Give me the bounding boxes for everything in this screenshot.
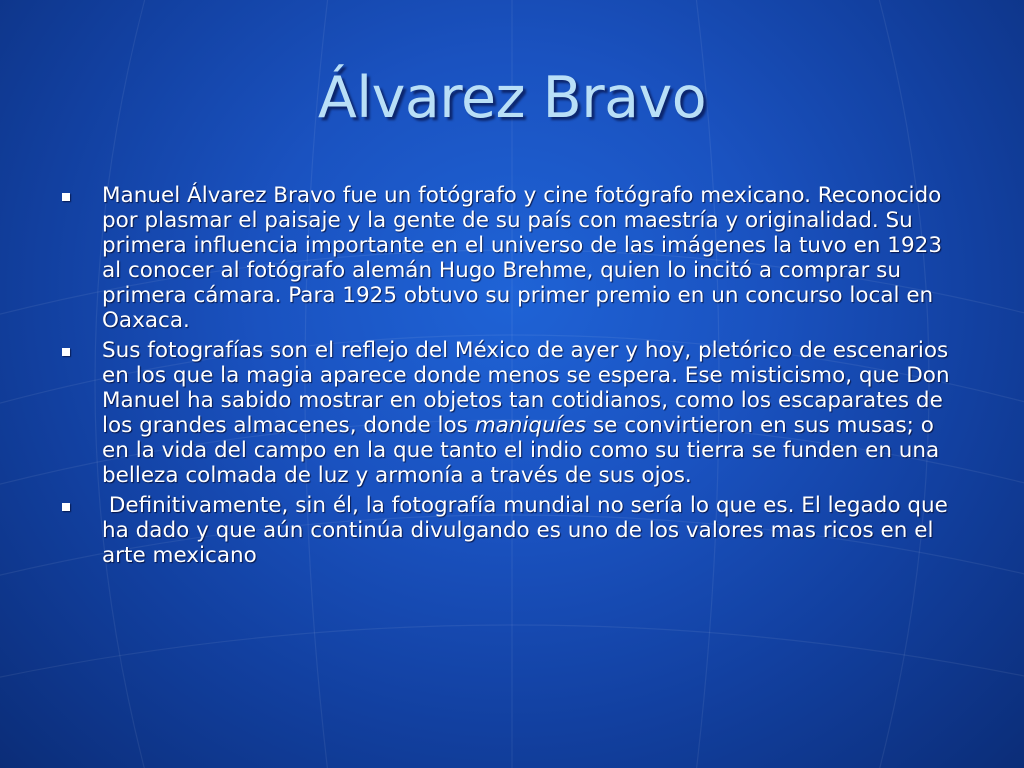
bullet-text (102, 338, 950, 488)
bullet-item (58, 493, 958, 568)
bullet-text: Manuel Álvarez Bravo fue un fotógrafo y cine fotógrafo mexicano. Reconocido por plasmar el paisaje y la gente de su país con maestría y originalidad. Su primera influencia importante en el universo de las imágenes la tuvo en 1923 al conocer al fotógrafo alemán Hugo Brehme, quien lo incitó a comprar su primera cámara. Para 1925 obtuvo su primer premio en un concurso local en Oaxaca. (102, 183, 943, 333)
square-bullet-icon (62, 348, 70, 356)
square-bullet-icon (62, 503, 70, 511)
slide-title: Álvarez Bravo (317, 65, 707, 131)
italic-word: maniquíes (474, 413, 587, 438)
bullet-item (58, 338, 958, 488)
bullet-list (58, 183, 958, 573)
square-bullet-icon (62, 193, 70, 201)
bullet-text-part: Sus fotografías son el reflejo del México de ayer y hoy, pletórico de escenarios en los que la magia aparece donde menos se espera. Ese misticismo, que Don Manuel ha sabido mostrar en objetos tan cotidianos, como los escaparates de los grandes almacenes, donde los (102, 338, 950, 438)
bullet-text-part: se convirtieron en sus musas; o en la vida del campo en la que tanto el indio como su tierra se funden en una belleza colmada de luz y armonía a través de sus ojos. (102, 413, 940, 488)
bullet-text: Definitivamente, sin él, la fotografía mundial no sería lo que es. El legado que ha dado y que aún continúa divulgando es uno de los valores mas ricos en el arte mexicano (102, 493, 955, 568)
bullet-item (58, 183, 958, 333)
